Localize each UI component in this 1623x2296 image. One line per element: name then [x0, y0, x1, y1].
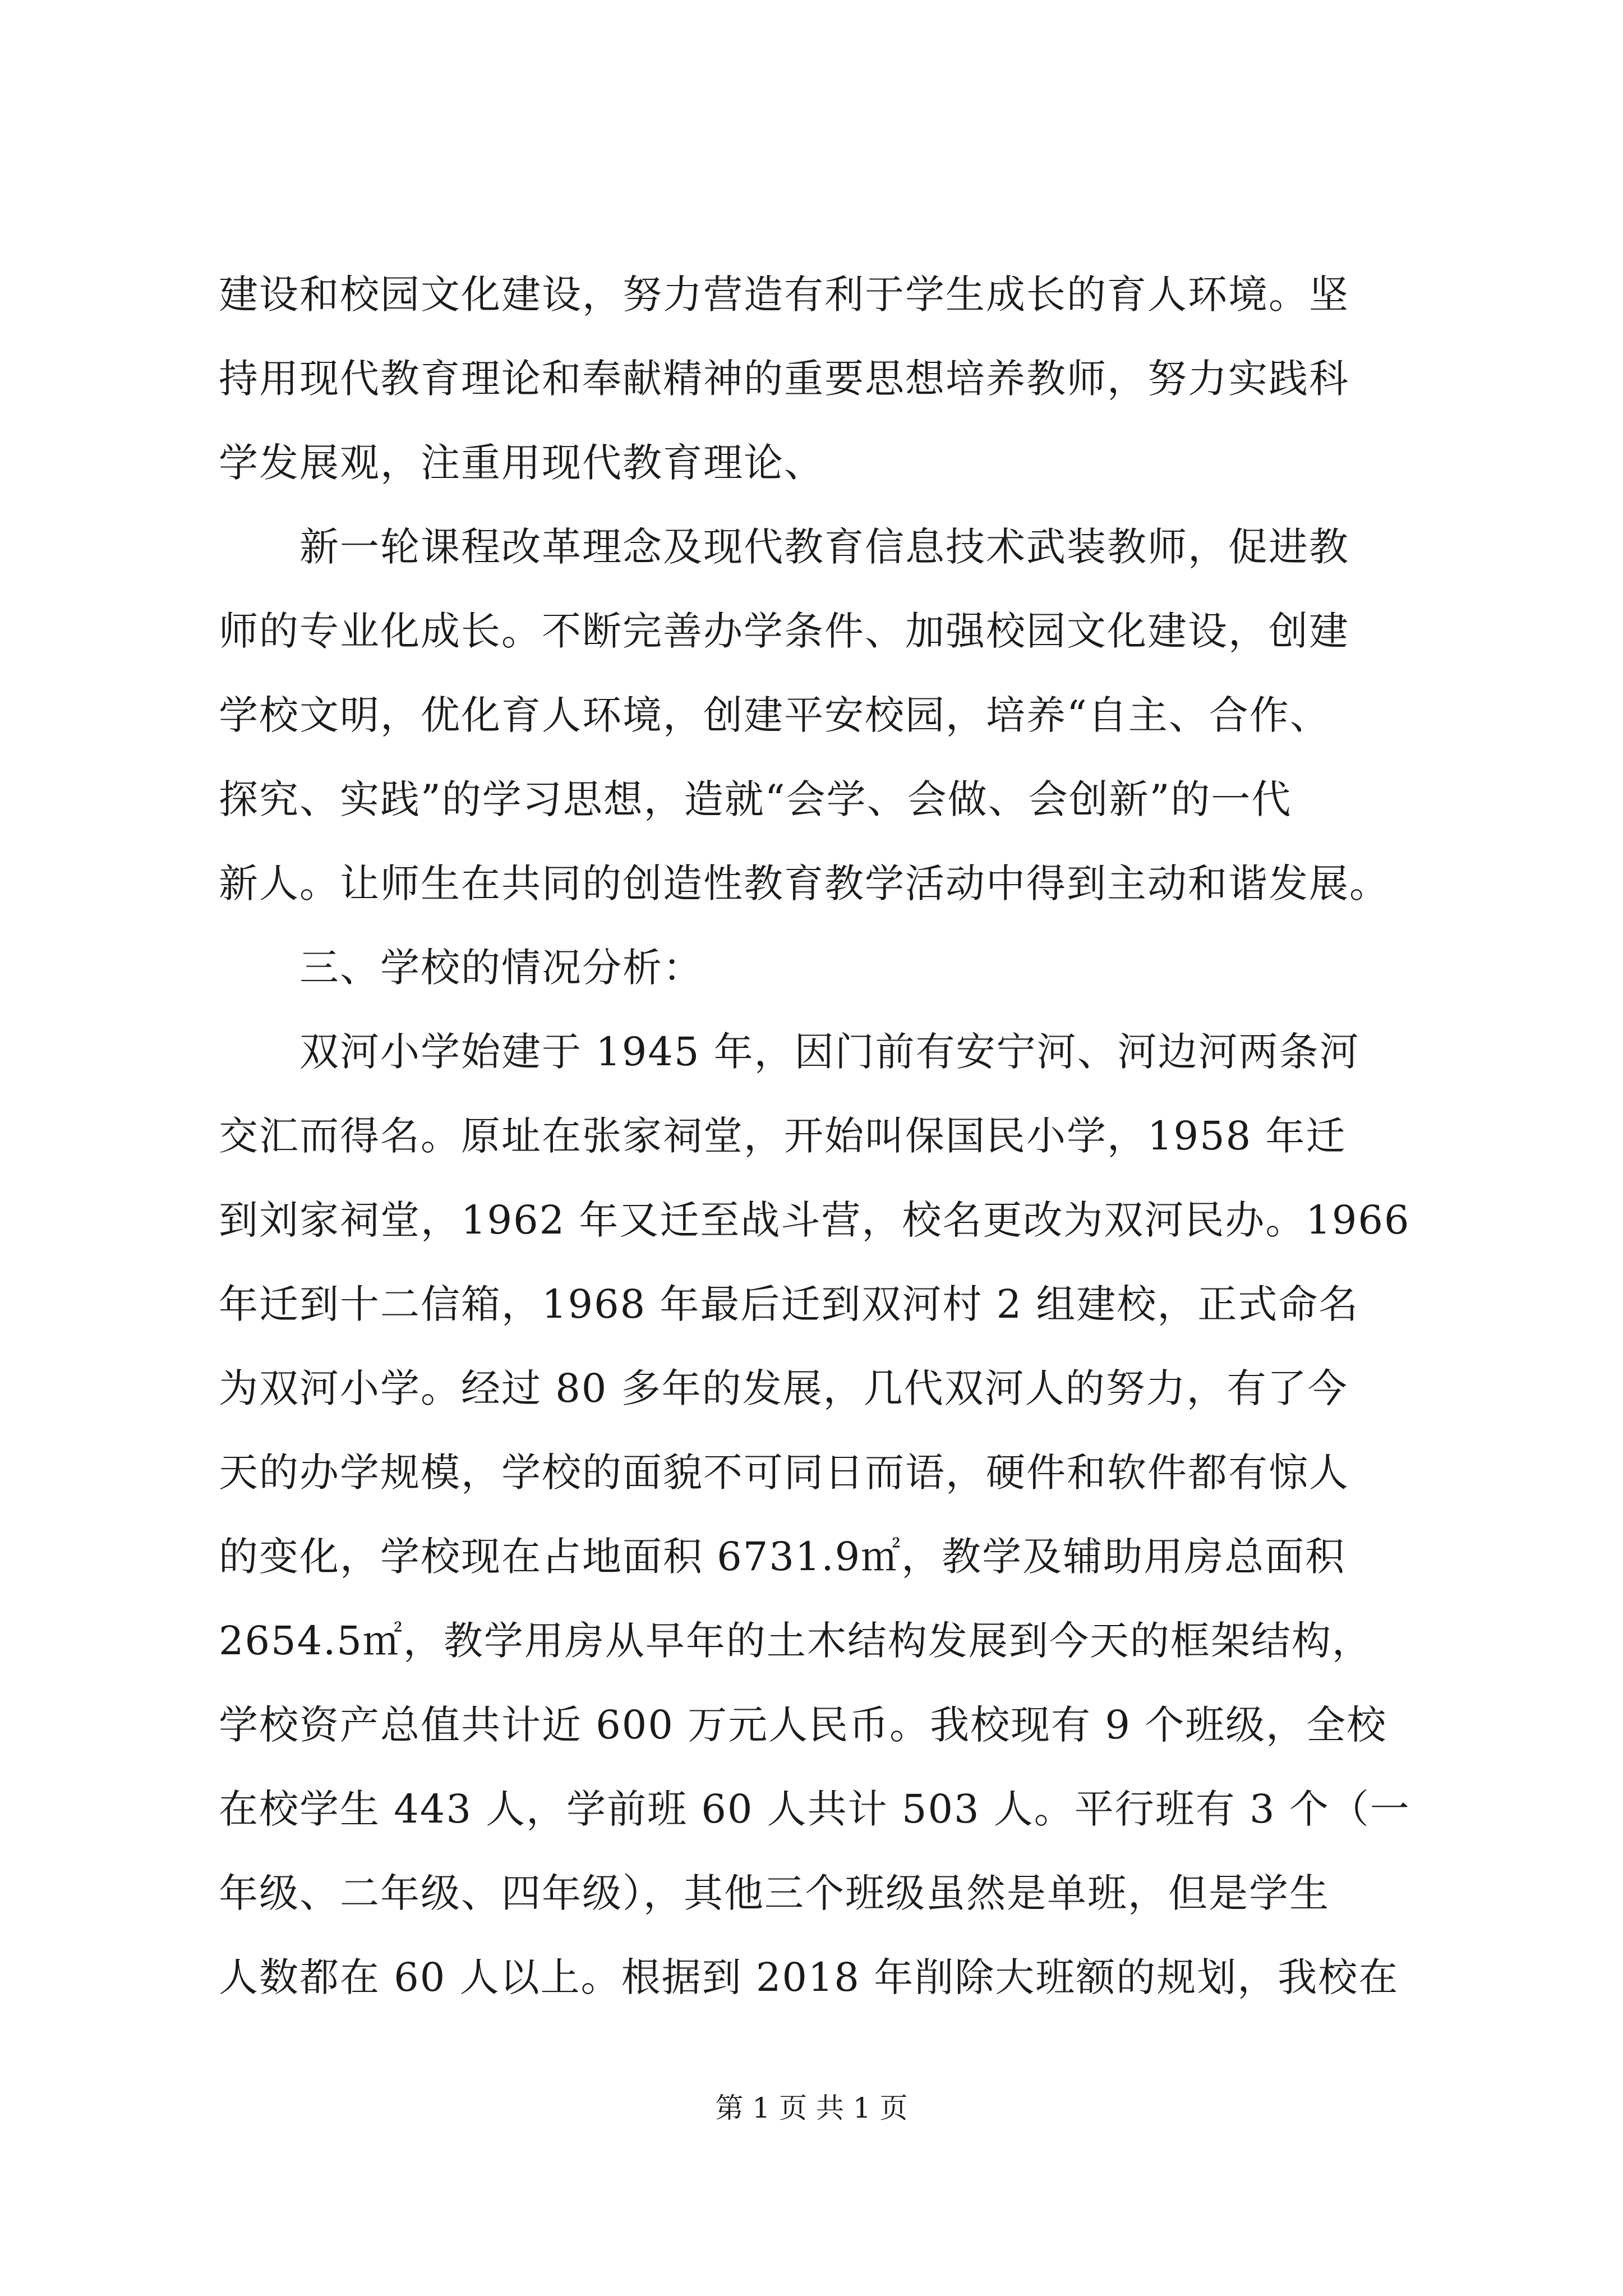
- document-text: [219, 252, 1441, 2019]
- text-line: 年迁到十二信箱，1968 年最后迁到双河村 2 组建校，正式命名: [219, 1281, 1359, 1327]
- text-line: 人数都在 60 人以上。根据到 2018 年削除大班额的规划，我校在: [219, 1954, 1399, 2000]
- text-line: 2654.5㎡，教学用房从早年的土木结构发展到今天的框架结构，: [219, 1618, 1372, 1664]
- text-line: 年级、二年级、四年级），其他三个班级虽然是单班，但是学生: [219, 1870, 1330, 1916]
- text-line: 天的办学规模，学校的面貌不可同日而语，硬件和软件都有惊人: [219, 1450, 1349, 1496]
- text-line: 新一轮课程改革理念及现代教育信息技术武装教师，促进教: [219, 524, 1349, 570]
- text-line: 新人。让师生在共同的创造性教育教学活动中得到主动和谐发展。: [219, 861, 1390, 907]
- text-line: 学发展观，注重用现代教育理论、: [219, 440, 824, 486]
- text-line: 为双河小学。经过 80 多年的发展，几代双河人的努力，有了今: [219, 1365, 1348, 1411]
- text-line: 交汇而得名。原址在张家祠堂，开始叫保国民小学，1958 年迁: [219, 1113, 1347, 1159]
- page-footer: [0, 2086, 1623, 2126]
- text-line: 学校文明，优化育人环境，创建平安校园，培养“自主、合作、: [219, 692, 1330, 738]
- text-line: 师的专业化成长。不断完善办学条件、加强校园文化建设，创建: [219, 608, 1349, 654]
- text-line: 学校资产总值共计近 600 万元人民币。我校现有 9 个班级，全校: [219, 1702, 1387, 1748]
- document-body: [219, 252, 1441, 2019]
- text-line: 的变化，学校现在占地面积 6731.9㎡，教学及辅助用房总面积: [219, 1534, 1346, 1580]
- text-line: 在校学生 443 人，学前班 60 人共计 503 人。平行班有 3 个（一: [219, 1786, 1410, 1832]
- text-line: 到刘家祠堂，1962 年又迁至战斗营，校名更改为双河民办。1966: [219, 1197, 1410, 1243]
- text-line: 双河小学始建于 1945 年，因门前有安宁河、河边河两条河: [219, 1029, 1360, 1075]
- text-line: 探究、实践”的学习思想，造就“会学、会做、会创新”的一代: [219, 776, 1292, 822]
- page-number: 第 1 页 共 1 页: [715, 2092, 908, 2124]
- section-heading: 三、学校的情况分析：: [219, 945, 703, 991]
- text-line: 持用现代教育理论和奉献精神的重要思想培养教师，努力实践科: [219, 356, 1349, 402]
- text-line: 建设和校园文化建设，努力营造有利于学生成长的育人环境。坚: [219, 272, 1349, 318]
